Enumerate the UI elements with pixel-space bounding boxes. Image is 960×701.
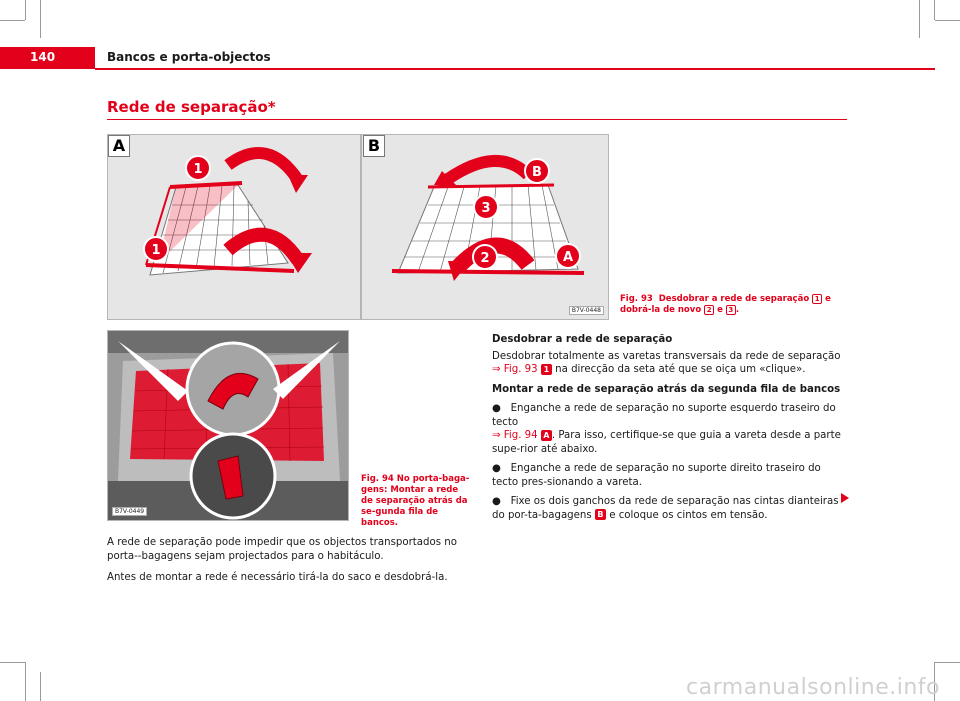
caption-ref-2: 2 bbox=[704, 305, 714, 315]
crop-mark bbox=[934, 0, 935, 20]
caption-and: e bbox=[717, 305, 723, 315]
page-number: 140 bbox=[30, 50, 56, 64]
badge-a: A bbox=[541, 430, 552, 441]
crop-mark bbox=[40, 0, 41, 38]
figure-94-illustration bbox=[108, 331, 349, 521]
figure-93 bbox=[107, 134, 609, 320]
crop-mark bbox=[25, 662, 26, 701]
callout-a-1-bottom: 1 bbox=[151, 243, 161, 258]
crop-mark bbox=[919, 0, 920, 38]
callout-b-A: A bbox=[562, 250, 574, 265]
crop-mark bbox=[0, 662, 25, 663]
bullet-marker: ● bbox=[492, 403, 501, 414]
fig-94-ref[interactable]: ⇒ Fig. 94 bbox=[492, 430, 538, 441]
left-paragraph-2: Antes de montar a rede é necessário tirá-la do saco e desdobrá-la. bbox=[107, 572, 448, 583]
bullet-marker: ● bbox=[492, 463, 501, 474]
bullet-marker: ● bbox=[492, 496, 501, 507]
figure-93-caption bbox=[620, 294, 848, 316]
bullet-2-text: Enganche a rede de separação no suporte direito traseiro do tecto pres-sionando a vareta. bbox=[492, 463, 821, 488]
fig-93-ref[interactable]: ⇒ Fig. 93 bbox=[492, 364, 538, 375]
caption-end: . bbox=[735, 305, 740, 315]
chapter-title: Bancos e porta-objectos bbox=[107, 50, 271, 64]
panel-label-a: A bbox=[108, 135, 130, 157]
unfold-text: Desdobrar totalmente as varetas transversais da rede de separação bbox=[492, 350, 841, 362]
left-paragraph-1: A rede de separação pode impedir que os objectos transportados no porta--bagagens sejam projectados para o habitáculo. bbox=[107, 537, 457, 562]
section-rule bbox=[107, 119, 847, 120]
badge-b: B bbox=[595, 509, 606, 520]
crop-mark bbox=[935, 662, 960, 663]
header-rule bbox=[95, 68, 935, 70]
figure-code: B7V-0449 bbox=[112, 507, 147, 516]
bullet-1-text: Enganche a rede de separação no suporte esquerdo traseiro do tecto bbox=[492, 403, 836, 428]
caption-ref-1: 1 bbox=[812, 294, 822, 304]
crop-mark bbox=[25, 0, 26, 20]
figure-94 bbox=[107, 330, 349, 521]
section-title: Rede de separação* bbox=[107, 98, 276, 116]
callout-b-B: B bbox=[532, 165, 542, 180]
unfold-text-end: na direcção da seta até que se oiça um «clique». bbox=[555, 364, 806, 375]
crop-mark bbox=[935, 20, 960, 21]
heading-unfold: Desdobrar a rede de separação bbox=[492, 334, 673, 345]
heading-mount: Montar a rede de separação atrás da segunda fila de bancos bbox=[492, 383, 841, 395]
figure-code: B7V-0448 bbox=[569, 306, 604, 315]
figure-93-illustration bbox=[108, 135, 609, 320]
caption-ref-3: 3 bbox=[726, 305, 736, 315]
watermark: carmanualsonline.info bbox=[686, 675, 940, 700]
bullet-1-text-end: . Para isso, certifique-se que guia a vareta desde a parte supe-rior até abaixo. bbox=[492, 430, 841, 455]
badge-1: 1 bbox=[541, 364, 552, 375]
crop-mark bbox=[40, 672, 41, 701]
bullet-1 bbox=[492, 402, 848, 456]
paragraph-unfold bbox=[492, 350, 848, 377]
continue-arrow-icon bbox=[841, 493, 849, 503]
figure-94-caption: Fig. 94 No porta-baga-gens: Montar a rede de separação atrás da se-gunda fila de bancos. bbox=[361, 474, 470, 528]
crop-mark bbox=[0, 20, 25, 21]
bullet-2 bbox=[492, 462, 848, 489]
caption-text: Desdobrar a rede de separação bbox=[658, 294, 810, 304]
callout-b-3: 3 bbox=[481, 201, 491, 216]
bullet-3 bbox=[492, 495, 848, 522]
callout-a-1-top: 1 bbox=[193, 162, 203, 177]
bullet-3-text: Fixe os dois ganchos da rede de separação nas cintas dianteiras do por-ta-bagagens bbox=[492, 496, 839, 521]
caption-mid: e dobrá-la de novo bbox=[620, 294, 831, 315]
right-text-block bbox=[492, 333, 848, 522]
caption-prefix: Fig. 93 bbox=[620, 294, 653, 304]
panel-label-b: B bbox=[363, 135, 385, 157]
callout-b-2: 2 bbox=[480, 251, 490, 266]
bullet-3-text-end: e coloque os cintos em tensão. bbox=[609, 509, 768, 521]
